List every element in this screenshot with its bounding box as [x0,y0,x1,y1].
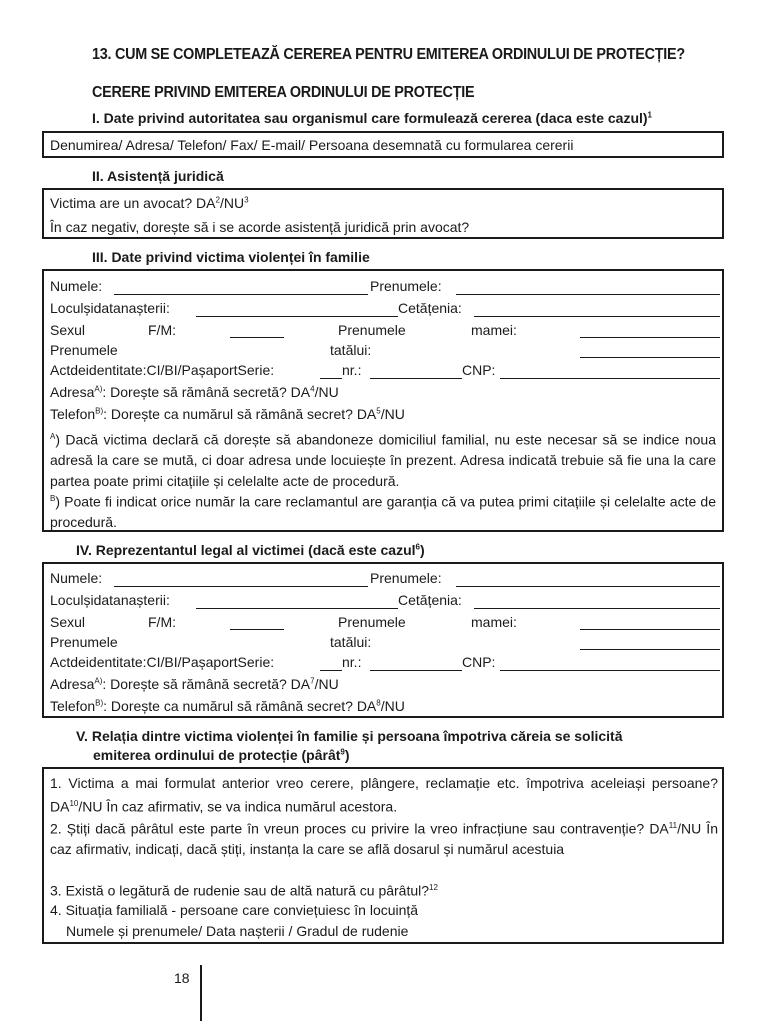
rep-address-question: Adresa$^{A)}$: Dorește să rămână secretă? $DA^7/NU$ [50,676,339,692]
mother-label: mamei: [471,322,517,338]
section-1-box [42,131,724,158]
mother-firstname-label: Prenumele [338,322,406,338]
cnp-label: CNP: [462,362,496,378]
section-4-title: IV. Reprezentantul legal al victimei (dacă este cazul$^6$) [76,542,425,558]
legal-aid-question: În caz negativ, dorește să i se acorde asistență juridică prin avocat? [50,219,470,235]
firstname-label: Prenumele: [370,278,442,294]
form-title: CERERE PRIVIND EMITEREA ORDINULUI DE PROTECȚIE [92,84,475,101]
page-number: 18 [174,970,190,986]
rep-citizenship-field[interactable] [474,608,720,609]
list-item-2: 2. Știți dacă pârâtul este parte în vreun proces cu privire la vreo infracțiune sau contravenție? DA$^{11}$/NU În caz afirmativ, indicați, dacă știți, instanța la care se află dosarul și numărul acestuia [50,820,718,858]
father-firstname-label: Prenumele [50,342,118,358]
list-item-4: 4. Situația familială - persoane care conviețuiesc în locuință [50,902,419,918]
name-label: Numele: [50,278,103,294]
rep-id-number-field[interactable] [370,670,462,671]
rep-cnp-field[interactable] [500,670,720,671]
citizenship-field[interactable] [474,316,720,317]
rep-mother-label: mamei: [471,614,517,630]
note-b: $^B$) Poate fi indicat orice număr la care reclamantul are garanția că va putea primi citațiile și celelalte acte de procedură. [50,493,716,531]
list-item-3: 3. Există o legătură de rudenie sau de altă natură cu pârâtul?$^{12}$ [50,882,438,899]
father-field[interactable] [580,357,720,358]
rep-citizenship-label: Cetățenia: [398,592,462,608]
rep-father-label: tatălui: [330,634,372,650]
rep-mother-firstname-label: Prenumele [338,614,406,630]
id-number-label: nr.: [342,362,362,378]
rep-cnp-label: CNP: [462,654,496,670]
father-label: tatălui: [330,342,372,358]
section-4-box [42,562,724,718]
section-2-title: II. Asistență juridică [92,168,224,184]
rep-firstname-label: Prenumele: [370,570,442,586]
rep-birth-field[interactable] [196,608,398,609]
page-divider [200,965,202,1021]
rep-father-field[interactable] [580,649,720,650]
rep-father-firstname-label: Prenumele [50,634,118,650]
sex-label: Sexul [50,322,86,338]
id-series-field[interactable] [320,378,342,379]
sex-field[interactable] [230,337,284,338]
lawyer-question: Victima are un avocat? $DA^2/NU^3$ [50,195,249,211]
rep-mother-field[interactable] [580,629,720,630]
section-3-box [42,269,724,532]
section-5-box [42,767,724,944]
section-5-title-2: emiterea ordinului de protecție (pârât$^9$) [93,747,350,763]
cnp-field[interactable] [500,378,720,379]
name-field[interactable] [114,294,368,295]
section-3-title: III. Date privind victima violenței în familie [92,249,370,265]
birth-label: Loculșidatanașterii: [50,300,170,316]
phone-question: Telefon$^{B)}$: Dorește ca numărul să rămână secret? $DA^5/NU$ [50,406,405,422]
firstname-field[interactable] [456,294,720,295]
rep-sex-label: Sexul [50,614,86,630]
mother-field[interactable] [580,337,720,338]
section-2-box [42,188,724,239]
authority-fields: Denumirea/ Adresa/ Telefon/ Fax/ E-mail/ Persoana desemnată cu formularea cererii [50,137,574,153]
rep-name-label: Numele: [50,570,103,586]
rep-birth-label: Loculșidatanașterii: [50,592,170,608]
address-question: Adresa$^{A)}$: Dorește să rămână secretă? $DA^4/NU$ [50,384,339,400]
family-columns: Numele și prenumele/ Data nașterii / Gradul de rudenie [66,923,409,939]
citizenship-label: Cetățenia: [398,300,462,316]
list-item-1: 1. Victima a mai formulat anterior vreo cerere, plângere, reclamație etc. împotriva aceleiași persoane? DA$^{10}$/NU În caz afirmativ, se va indica numărul acestora. [50,775,718,815]
section-1-title: I. Date privind autoritatea sau organismul care formulează cererea (daca este cazul)$^1$ [92,110,652,126]
id-number-field[interactable] [370,378,462,379]
rep-id-label: Actdeidentitate:CI/BI/PașaportSerie: [50,654,275,670]
section-5-title: V. Relația dintre victima violenței în familie și persoana împotriva căreia se solicită [76,728,623,744]
rep-firstname-field[interactable] [456,586,720,587]
note-a: $^A$) Dacă victima declară că dorește să abandoneze domiciliul familial, nu este necesar să se indice noua adresă la care se mută, ci doar adresa unde locuiește în prezent. Adresa indicată trebuie să fie una la care partea poate primi citațiile și celelalte acte de procedură. [50,431,716,489]
birth-field[interactable] [196,316,398,317]
page-title: 13. CUM SE COMPLETEAZĂ CEREREA PENTRU EMITEREA ORDINULUI DE PROTECȚIE? [92,46,685,63]
sex-fm-label: F/M: [148,322,176,338]
rep-sex-field[interactable] [230,629,284,630]
rep-phone-question: Telefon$^{B)}$: Dorește ca numărul să rămână secret? $DA^8/NU$ [50,698,405,714]
rep-sex-fm-label: F/M: [148,614,176,630]
id-label: Actdeidentitate:CI/BI/PașaportSerie: [50,362,275,378]
rep-id-series-field[interactable] [320,670,342,671]
rep-id-number-label: nr.: [342,654,362,670]
rep-name-field[interactable] [114,586,368,587]
